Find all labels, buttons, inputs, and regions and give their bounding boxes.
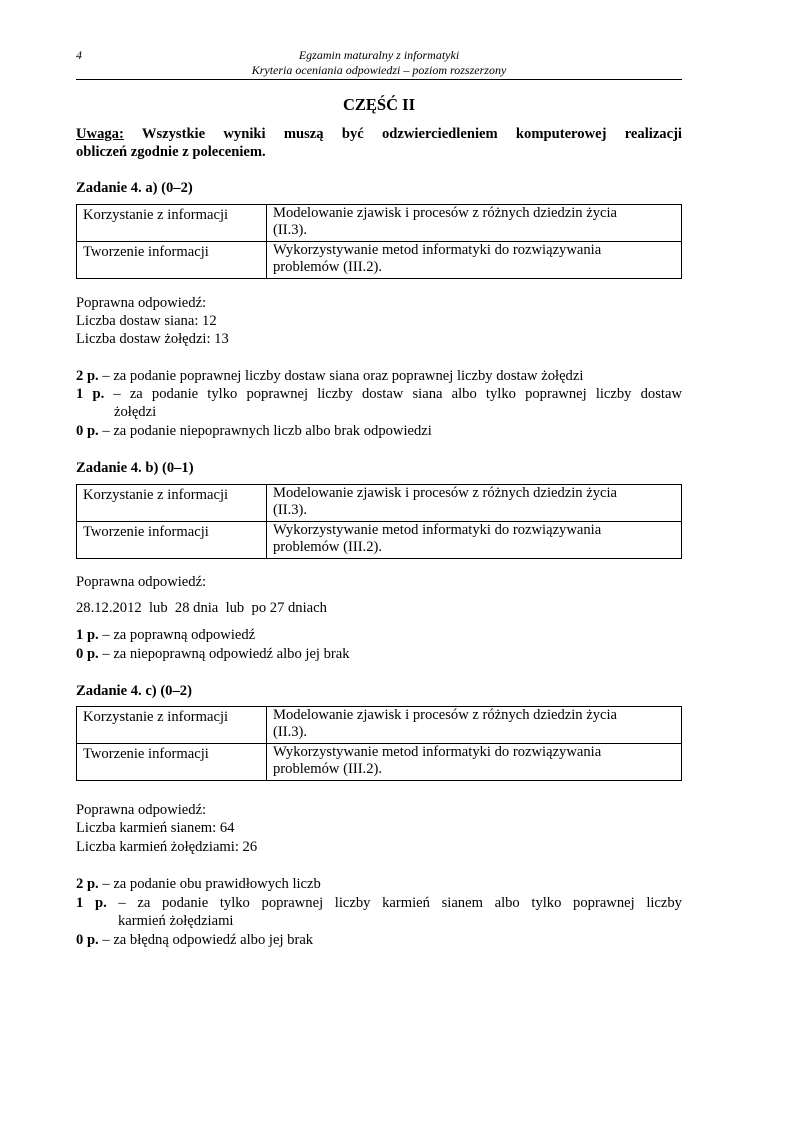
score-points: 0 p. — [76, 423, 99, 439]
task-c-answer-line1: Liczba karmień sianem: 64 — [76, 820, 235, 836]
score-points: 1 p. — [76, 386, 105, 402]
task-a-score-1-cont: żołędzi — [114, 404, 157, 420]
score-points: 0 p. — [76, 932, 99, 948]
table-cell: Tworzenie informacji — [77, 242, 267, 279]
table-cell — [267, 522, 682, 559]
task-c-title: Zadanie 4. c) (0–2) — [76, 683, 192, 699]
task-b-title: Zadanie 4. b) (0–1) — [76, 460, 194, 476]
table-row — [77, 485, 682, 522]
table-row — [77, 707, 682, 744]
score-text: – za podanie poprawnej liczby dostaw siana oraz poprawnej liczby dostaw żołędzi — [102, 368, 584, 384]
task-a-answer-label: Poprawna odpowiedź: — [76, 295, 207, 311]
note-text-line2: obliczeń zgodnie z poleceniem. — [76, 144, 266, 160]
score-points: 1 p. — [76, 627, 99, 643]
score-points: 2 p. — [76, 368, 99, 384]
task-b-score-0 — [76, 645, 682, 663]
cell-line: Wykorzystywanie metod informatyki do rozwiązywania — [273, 522, 602, 538]
note-line1 — [76, 125, 682, 143]
score-text: – za niepoprawną odpowiedź albo jej brak — [102, 646, 350, 662]
task-c-score-2 — [76, 875, 682, 893]
table-cell: Tworzenie informacji — [77, 744, 267, 781]
header-title-line1: Egzamin maturalny z informatyki — [298, 48, 460, 62]
cell-line: Modelowanie zjawisk i procesów z różnych dziedzin życia — [273, 205, 618, 221]
table-cell — [267, 707, 682, 744]
score-text: – za błędną odpowiedź albo jej brak — [102, 932, 314, 948]
cell-line: problemów (III.2). — [273, 259, 383, 275]
cell-line: (II.3). — [273, 222, 308, 238]
task-c-requirements-table — [76, 706, 682, 781]
score-text: – za poprawną odpowiedź — [102, 627, 256, 643]
table-cell — [267, 205, 682, 242]
cell-line: Modelowanie zjawisk i procesów z różnych dziedzin życia — [273, 485, 618, 501]
header-title — [76, 48, 682, 78]
table-row — [77, 205, 682, 242]
page-number: 4 — [76, 48, 82, 62]
task-c-answer-line2: Liczba karmień żołędziami: 26 — [76, 839, 258, 855]
task-b-score-1 — [76, 626, 682, 644]
table-cell — [267, 744, 682, 781]
table-cell: Korzystanie z informacji — [77, 707, 267, 744]
task-b-answer-label: Poprawna odpowiedź: — [76, 574, 207, 590]
header-title-line2: Kryteria oceniania odpowiedzi – poziom rozszerzony — [251, 63, 507, 77]
task-c-score-0 — [76, 931, 682, 949]
score-points: 2 p. — [76, 876, 99, 892]
cell-line: (II.3). — [273, 724, 308, 740]
task-a-score-2 — [76, 367, 682, 385]
task-b-requirements-table — [76, 484, 682, 559]
page-header — [76, 48, 682, 80]
task-c-answer-label: Poprawna odpowiedź: — [76, 802, 207, 818]
task-a-title: Zadanie 4. a) (0–2) — [76, 180, 193, 196]
note-label: Uwaga: — [76, 126, 124, 142]
task-c-score-1 — [76, 894, 682, 912]
table-cell — [267, 242, 682, 279]
part-title: CZĘŚĆ II — [343, 95, 415, 114]
header-rule — [76, 79, 682, 80]
table-row — [77, 744, 682, 781]
cell-line: Wykorzystywanie metod informatyki do rozwiązywania — [273, 744, 602, 760]
cell-line: Modelowanie zjawisk i procesów z różnych dziedzin życia — [273, 707, 618, 723]
score-points: 0 p. — [76, 646, 99, 662]
task-a-answer-line1: Liczba dostaw siana: 12 — [76, 313, 217, 329]
score-text: – za podanie tylko poprawnej liczby dostaw siana albo tylko poprawnej liczby dostaw — [113, 386, 682, 402]
cell-line: problemów (III.2). — [273, 761, 383, 777]
score-text: – za podanie obu prawidłowych liczb — [102, 876, 321, 892]
task-b-answer-line1: 28.12.2012 lub 28 dnia lub po 27 dniach — [76, 600, 327, 616]
table-cell — [267, 485, 682, 522]
cell-line: (II.3). — [273, 502, 308, 518]
table-row — [77, 522, 682, 559]
score-points: 1 p. — [76, 895, 107, 911]
score-text: – za podanie tylko poprawnej liczby karmień sianem albo tylko poprawnej liczby — [118, 895, 682, 911]
note-text-line1: Wszystkie wyniki muszą być odzwierciedleniem komputerowej realizacji — [141, 126, 682, 142]
score-text: – za podanie niepoprawnych liczb albo brak odpowiedzi — [102, 423, 432, 439]
task-a-score-0 — [76, 422, 682, 440]
task-a-answer-line2: Liczba dostaw żołędzi: 13 — [76, 331, 229, 347]
cell-line: Wykorzystywanie metod informatyki do rozwiązywania — [273, 242, 602, 258]
task-a-requirements-table — [76, 204, 682, 279]
task-a-score-1 — [76, 385, 682, 403]
table-row — [77, 242, 682, 279]
table-cell: Korzystanie z informacji — [77, 205, 267, 242]
task-c-score-1-cont: karmień żołędziami — [118, 913, 234, 929]
table-cell: Tworzenie informacji — [77, 522, 267, 559]
cell-line: problemów (III.2). — [273, 539, 383, 555]
table-cell: Korzystanie z informacji — [77, 485, 267, 522]
